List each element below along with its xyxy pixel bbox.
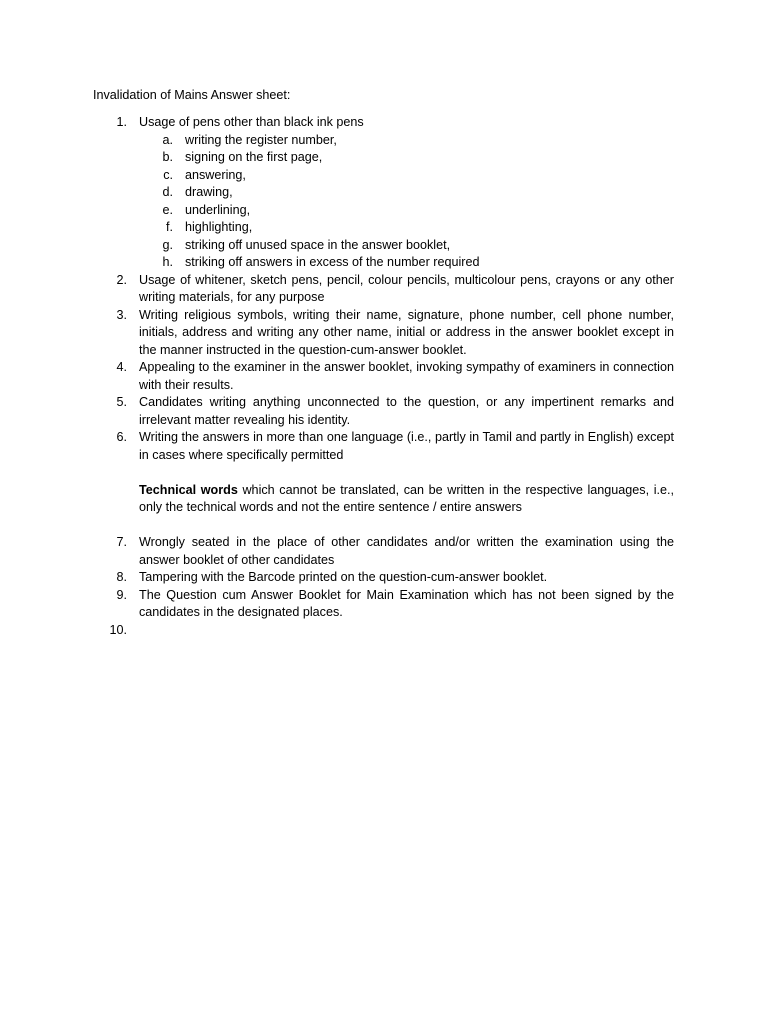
sub-text: striking off answers in excess of the number required bbox=[185, 255, 480, 269]
item-number: 8. bbox=[116, 570, 127, 584]
sublist-item-h bbox=[139, 254, 674, 272]
item-text: Usage of whitener, sketch pens, pencil, colour pencils, multicolour pens, crayons or any other writing materials, for any purpose bbox=[139, 272, 674, 304]
list-item-4 bbox=[93, 359, 674, 394]
sub-text: writing the register number, bbox=[185, 132, 337, 147]
list-item-9 bbox=[93, 587, 674, 622]
list-item-2 bbox=[93, 272, 674, 307]
item-number: 10. bbox=[109, 622, 127, 637]
pen-usage-sublist bbox=[93, 132, 674, 272]
list-item-6 bbox=[93, 429, 674, 464]
sub-letter: d. bbox=[162, 185, 173, 199]
item-number: 3. bbox=[116, 307, 127, 322]
item-text: Appealing to the examiner in the answer booklet, invoking sympathy of examiners in connection with their results. bbox=[139, 360, 674, 392]
sub-letter: g. bbox=[162, 237, 173, 252]
item-number: 7. bbox=[116, 535, 127, 549]
item-number: 5. bbox=[116, 395, 127, 409]
sub-letter: c. bbox=[163, 167, 173, 182]
list-item-8 bbox=[93, 569, 674, 587]
sub-letter: h. bbox=[162, 255, 173, 269]
list-item-3 bbox=[93, 307, 674, 360]
item-text: Tampering with the Barcode printed on the question-cum-answer booklet. bbox=[139, 570, 548, 584]
item-number: 6. bbox=[116, 430, 127, 444]
item-text: Writing religious symbols, writing their name, signature, phone number, cell phone number, initials, address and writing any other name, initial or address in the answer booklet except in the manner instructed in the question-cum-answer booklet. bbox=[139, 307, 674, 357]
item-number: 2. bbox=[116, 272, 127, 287]
technical-words-note bbox=[93, 482, 674, 517]
sublist-item-b bbox=[139, 149, 674, 167]
item-text: Wrongly seated in the place of other candidates and/or written the examination using the answer booklet of other candidates bbox=[139, 535, 674, 567]
sub-text: highlighting, bbox=[185, 220, 253, 234]
sub-text: drawing, bbox=[185, 185, 233, 199]
list-item-7 bbox=[93, 534, 674, 569]
sub-letter: b. bbox=[162, 150, 173, 164]
sub-text: underlining, bbox=[185, 202, 251, 217]
sub-text: signing on the first page, bbox=[185, 150, 323, 164]
sublist-item-d bbox=[139, 184, 674, 202]
list-item-5 bbox=[93, 394, 674, 429]
sub-letter: f. bbox=[166, 220, 173, 234]
sublist-item-c bbox=[139, 167, 674, 185]
sub-text: striking off unused space in the answer booklet, bbox=[185, 237, 451, 252]
note-bold-term: Technical words bbox=[139, 482, 238, 497]
list-item-1 bbox=[93, 114, 674, 132]
item-text: Writing the answers in more than one language (i.e., partly in Tamil and partly in English) except in cases where specifically permitted bbox=[139, 430, 674, 462]
item-text: Usage of pens other than black ink pens bbox=[139, 115, 364, 129]
item-text bbox=[139, 622, 674, 640]
sublist-item-e bbox=[139, 202, 674, 220]
note-text: which cannot be translated, can be written in the respective languages, i.e., only the technical words and not the entire sentence / entire answers bbox=[139, 482, 675, 514]
sub-text: answering, bbox=[185, 167, 246, 182]
sublist-item-f bbox=[139, 219, 674, 237]
list-item-10 bbox=[93, 622, 674, 640]
invalidation-list bbox=[93, 114, 674, 639]
sub-letter: a. bbox=[162, 132, 173, 147]
item-number: 1. bbox=[116, 115, 127, 129]
document-title: Invalidation of Mains Answer sheet: bbox=[93, 88, 291, 102]
sublist-item-g bbox=[139, 237, 674, 255]
sub-letter: e. bbox=[162, 202, 173, 217]
item-text: The Question cum Answer Booklet for Main Examination which has not been signed by the candidates in the designated places. bbox=[139, 587, 674, 619]
item-number: 9. bbox=[116, 587, 127, 602]
item-text: Candidates writing anything unconnected to the question, or any impertinent remarks and irrelevant matter revealing his identity. bbox=[139, 395, 674, 427]
item-number: 4. bbox=[116, 360, 127, 374]
sublist-item-a bbox=[139, 132, 674, 150]
